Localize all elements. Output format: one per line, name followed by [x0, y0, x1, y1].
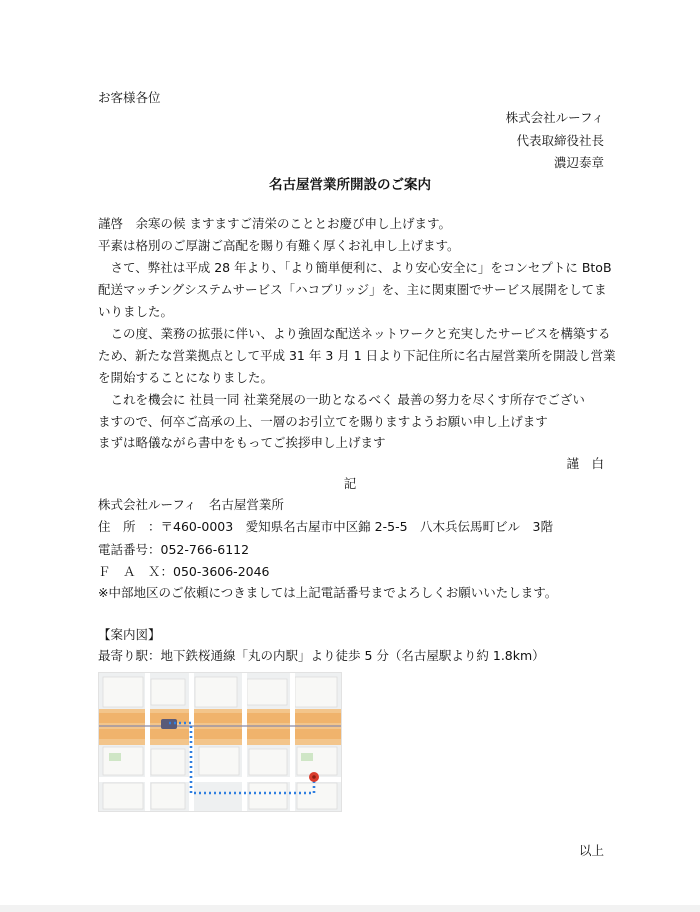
nearest-station: 最寄り駅：地下鉄桜通線「丸の内駅」より徒歩 5 分（名古屋駅より約 1.8km）: [98, 648, 545, 663]
sender-company: 株式会社ルーフィ: [505, 110, 604, 125]
route-map-image: [98, 672, 342, 812]
page-bottom-edge: [0, 905, 700, 912]
body-line: ため、新たな営業拠点として平成 31 年 3 月 1 日より下記住所に名古屋営業所を開設し営業: [98, 348, 616, 363]
ki-heading: 記: [343, 476, 357, 491]
body-line: さて、弊社は平成 28 年より、「より簡単便利に、より安心安全に」をコンセプトに BtoB: [98, 260, 612, 275]
closing-word: 謹 白: [566, 456, 604, 471]
body-line: これを機会に 社員一同 社業発展の一助となるべく 最善の努力を尽くす所存でござい: [98, 392, 585, 407]
body-line: 謹啓 余寒の候 ますますご清栄のこととお慶び申し上げます。: [98, 216, 451, 231]
map-heading: 【案内図】: [98, 627, 161, 642]
sender-name: 濃辺泰章: [553, 155, 604, 170]
detail-fax: Ｆ Ａ Ｘ：050-3606-2046: [98, 564, 270, 579]
sender-title: 代表取締役社長: [516, 133, 604, 148]
detail-company: 株式会社ルーフィ 名古屋営業所: [98, 497, 284, 512]
detail-note: ※中部地区のご依頼につきましては上記電話番号までよろしくお願いいたします。: [98, 585, 558, 600]
detail-phone: 電話番号：052-766-6112: [98, 542, 250, 557]
ending-word: 以上: [578, 843, 604, 858]
body-line: いりました。: [98, 304, 174, 319]
body-line: まずは略儀ながら書中をもってご挨拶申し上げます: [98, 435, 386, 450]
body-line: ますので、何卒ご高承の上、一層のお引立てを賜りますようお願い申し上げます: [98, 414, 548, 429]
body-line: 配送マッチングシステムサービス「ハコブリッジ」を、主に関東圏でサービス展開をしてま: [98, 282, 607, 297]
body-line: 平素は格別のご厚謝ご高配を賜り有難く厚くお礼申し上げます。: [98, 238, 460, 253]
detail-address: 住 所 ：〒460-0003 愛知県名古屋市中区錦 2-5-5 八木兵伝馬町ビル 3階: [98, 519, 553, 534]
recipient: お客様各位: [98, 90, 161, 105]
body-line: を開始することになりました。: [98, 370, 274, 385]
document-title: 名古屋営業所開設のご案内: [269, 177, 431, 193]
body-line: この度、業務の拡張に伴い、より強固な配送ネットワークと充実したサービスを構築する: [98, 326, 611, 341]
